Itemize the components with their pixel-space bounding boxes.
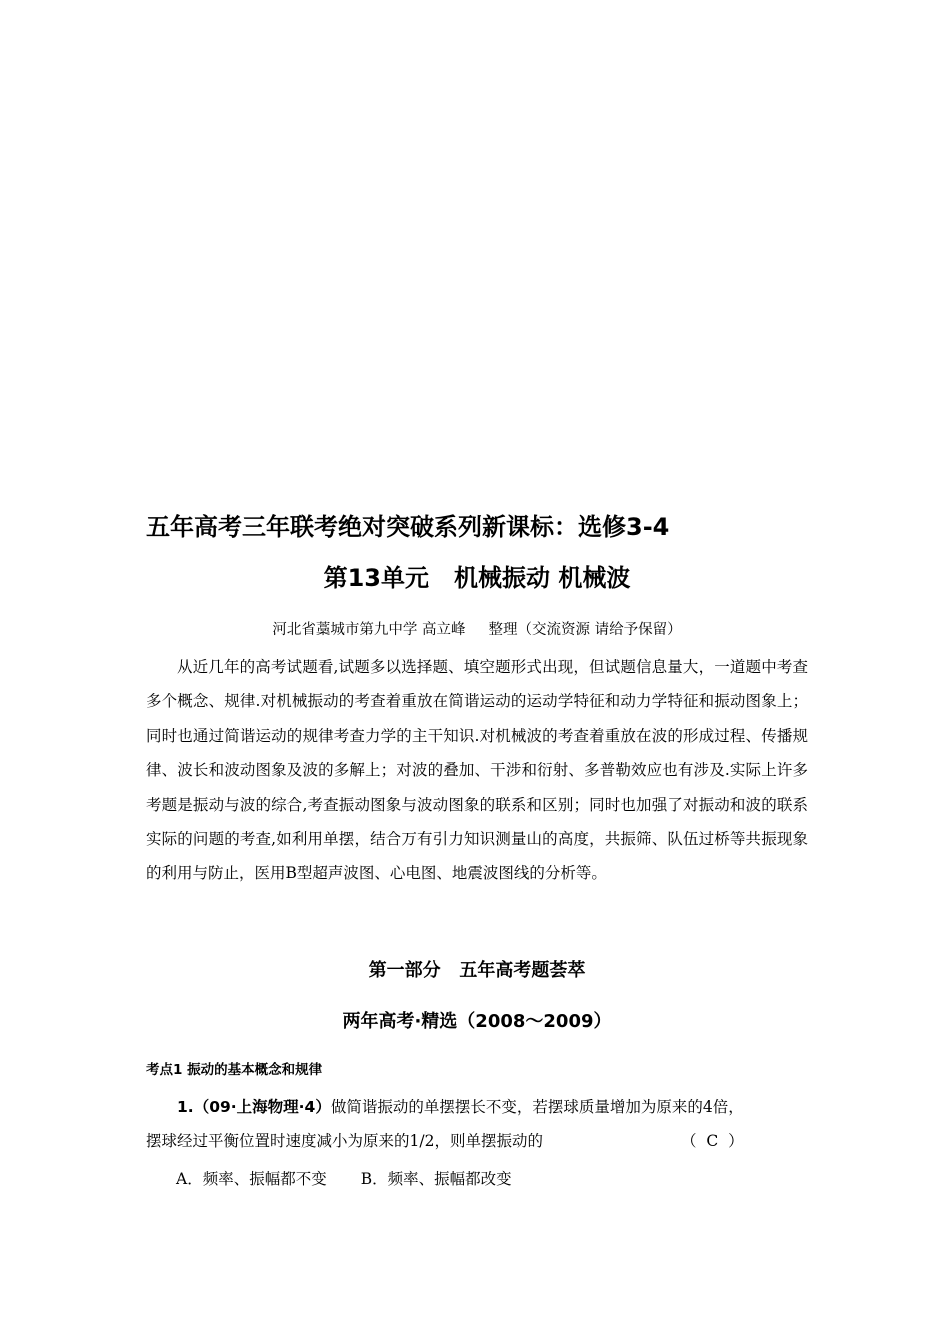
question-options <box>176 1162 512 1196</box>
option-a: A．频率、振幅都不变 <box>176 1170 327 1188</box>
question-answer: （ C ） <box>681 1132 744 1150</box>
question-stem-line1 <box>146 1090 808 1124</box>
option-b: B．频率、振幅都改变 <box>360 1170 512 1188</box>
topic-heading: 考点1 振动的基本概念和规律 <box>146 1062 323 1078</box>
question-number: 1. <box>177 1098 194 1116</box>
unit-title: 第13单元 机械振动 机械波 <box>323 564 631 592</box>
question-source: （09·上海物理·4） <box>193 1098 331 1116</box>
section-title: 两年高考·精选（2008～2009） <box>342 1011 612 1032</box>
question-1 <box>146 1090 808 1158</box>
question-stem-line2 <box>146 1124 808 1158</box>
author-line: 河北省藁城市第九中学 高立峰 整理（交流资源 请给予保留） <box>272 622 682 638</box>
intro-paragraph: 从近几年的高考试题看,试题多以选择题、填空题形式出现，但试题信息量大，一道题中考查多个概念、规律.对机械振动的考查着重放在简谐运动的运动学特征和动力学特征和振动图象上；同时也通过简谐运动的规律考查力学的主干知识.对机械波的考查着重放在波的形成过程、传播规律、波长和波动图象及波的多解上；对波的叠加、干涉和衍射、多普勒效应也有涉及.实际上许多考题是振动与波的综合,考查振动图象与波动图象的联系和区别；同时也加强了对振动和波的联系实际的问题的考查,如利用单摆，结合万有引力知识测量山的高度，共振筛、队伍过桥等共振现象的利用与防止，医用B型超声波图、心电图、地震波图线的分析等。 <box>146 658 808 883</box>
part-title: 第一部分 五年高考题荟萃 <box>368 960 586 981</box>
question-stem-text2: 摆球经过平衡位置时速度减小为原来的1/2，则单摆振动的 <box>146 1132 543 1150</box>
question-stem-text1: 做简谐振动的单摆摆长不变，若摆球质量增加为原来的4倍， <box>330 1098 744 1116</box>
main-title: 五年高考三年联考绝对突破系列新课标：选修3-4 <box>146 513 670 541</box>
